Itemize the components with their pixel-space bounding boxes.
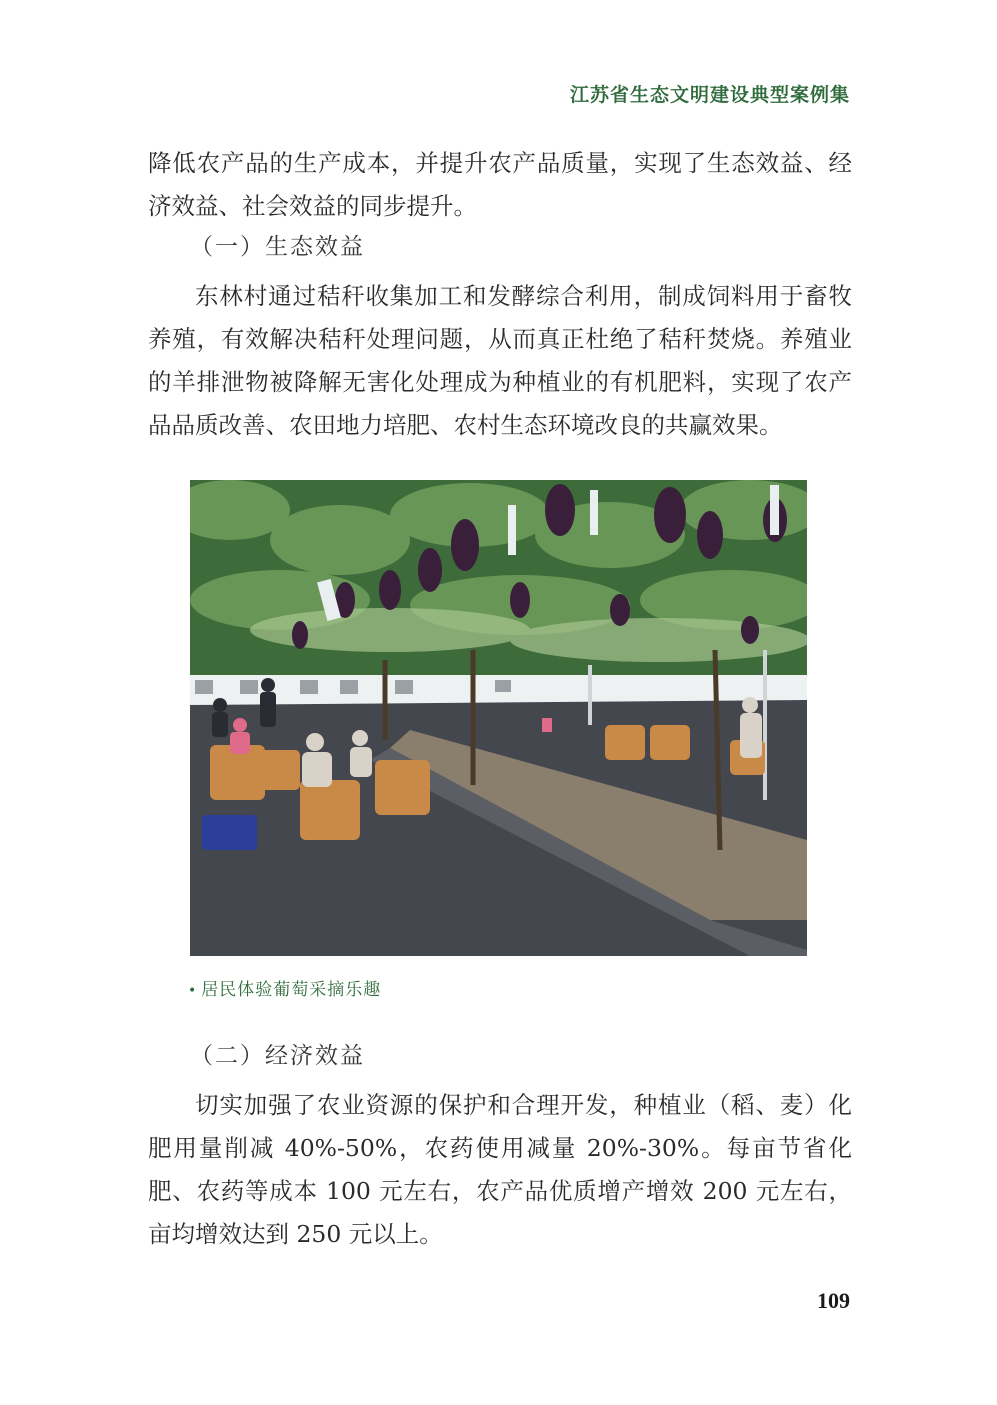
section-heading-ecological-benefits: （一）生态效益: [190, 234, 365, 260]
page-number: 109: [817, 1288, 850, 1313]
running-header-title: 江苏省生态文明建设典型案例集: [569, 84, 850, 106]
caption-text: 居民体验葡萄采摘乐趣: [201, 980, 382, 1000]
section-heading-economic-benefits: （二）经济效益: [190, 1043, 365, 1069]
grape-picking-photo: [190, 480, 807, 956]
paragraph-intro: 降低农产品的生产成本，并提升农产品质量，实现了生态效益、经济效益、社会效益的同步提升。: [148, 149, 852, 220]
paragraph-economic-benefits: 切实加强了农业资源的保护和合理开发，种植业（稻、麦）化肥用量削减 40%-50%，农药使用减量 20%-30%。每亩节省化肥、农药等成本 100 元左右，农产品优质增产增效 200 元左右，亩均增效达到 250 元以上。: [148, 1091, 852, 1248]
paragraph-ecological-benefits: 东林村通过秸秆收集加工和发酵综合利用，制成饲料用于畜牧养殖，有效解决秸秆处理问题，从而真正杜绝了秸秆焚烧。养殖业的羊排泄物被降解无害化处理成为种植业的有机肥料，实现了农产品品质改善、农田地力培肥、农村生态环境改良的共赢效果。: [148, 282, 852, 439]
grape-greenhouse-illustration: [190, 480, 807, 956]
photo-caption: [188, 975, 381, 1000]
caption-bullet: •: [188, 983, 198, 999]
